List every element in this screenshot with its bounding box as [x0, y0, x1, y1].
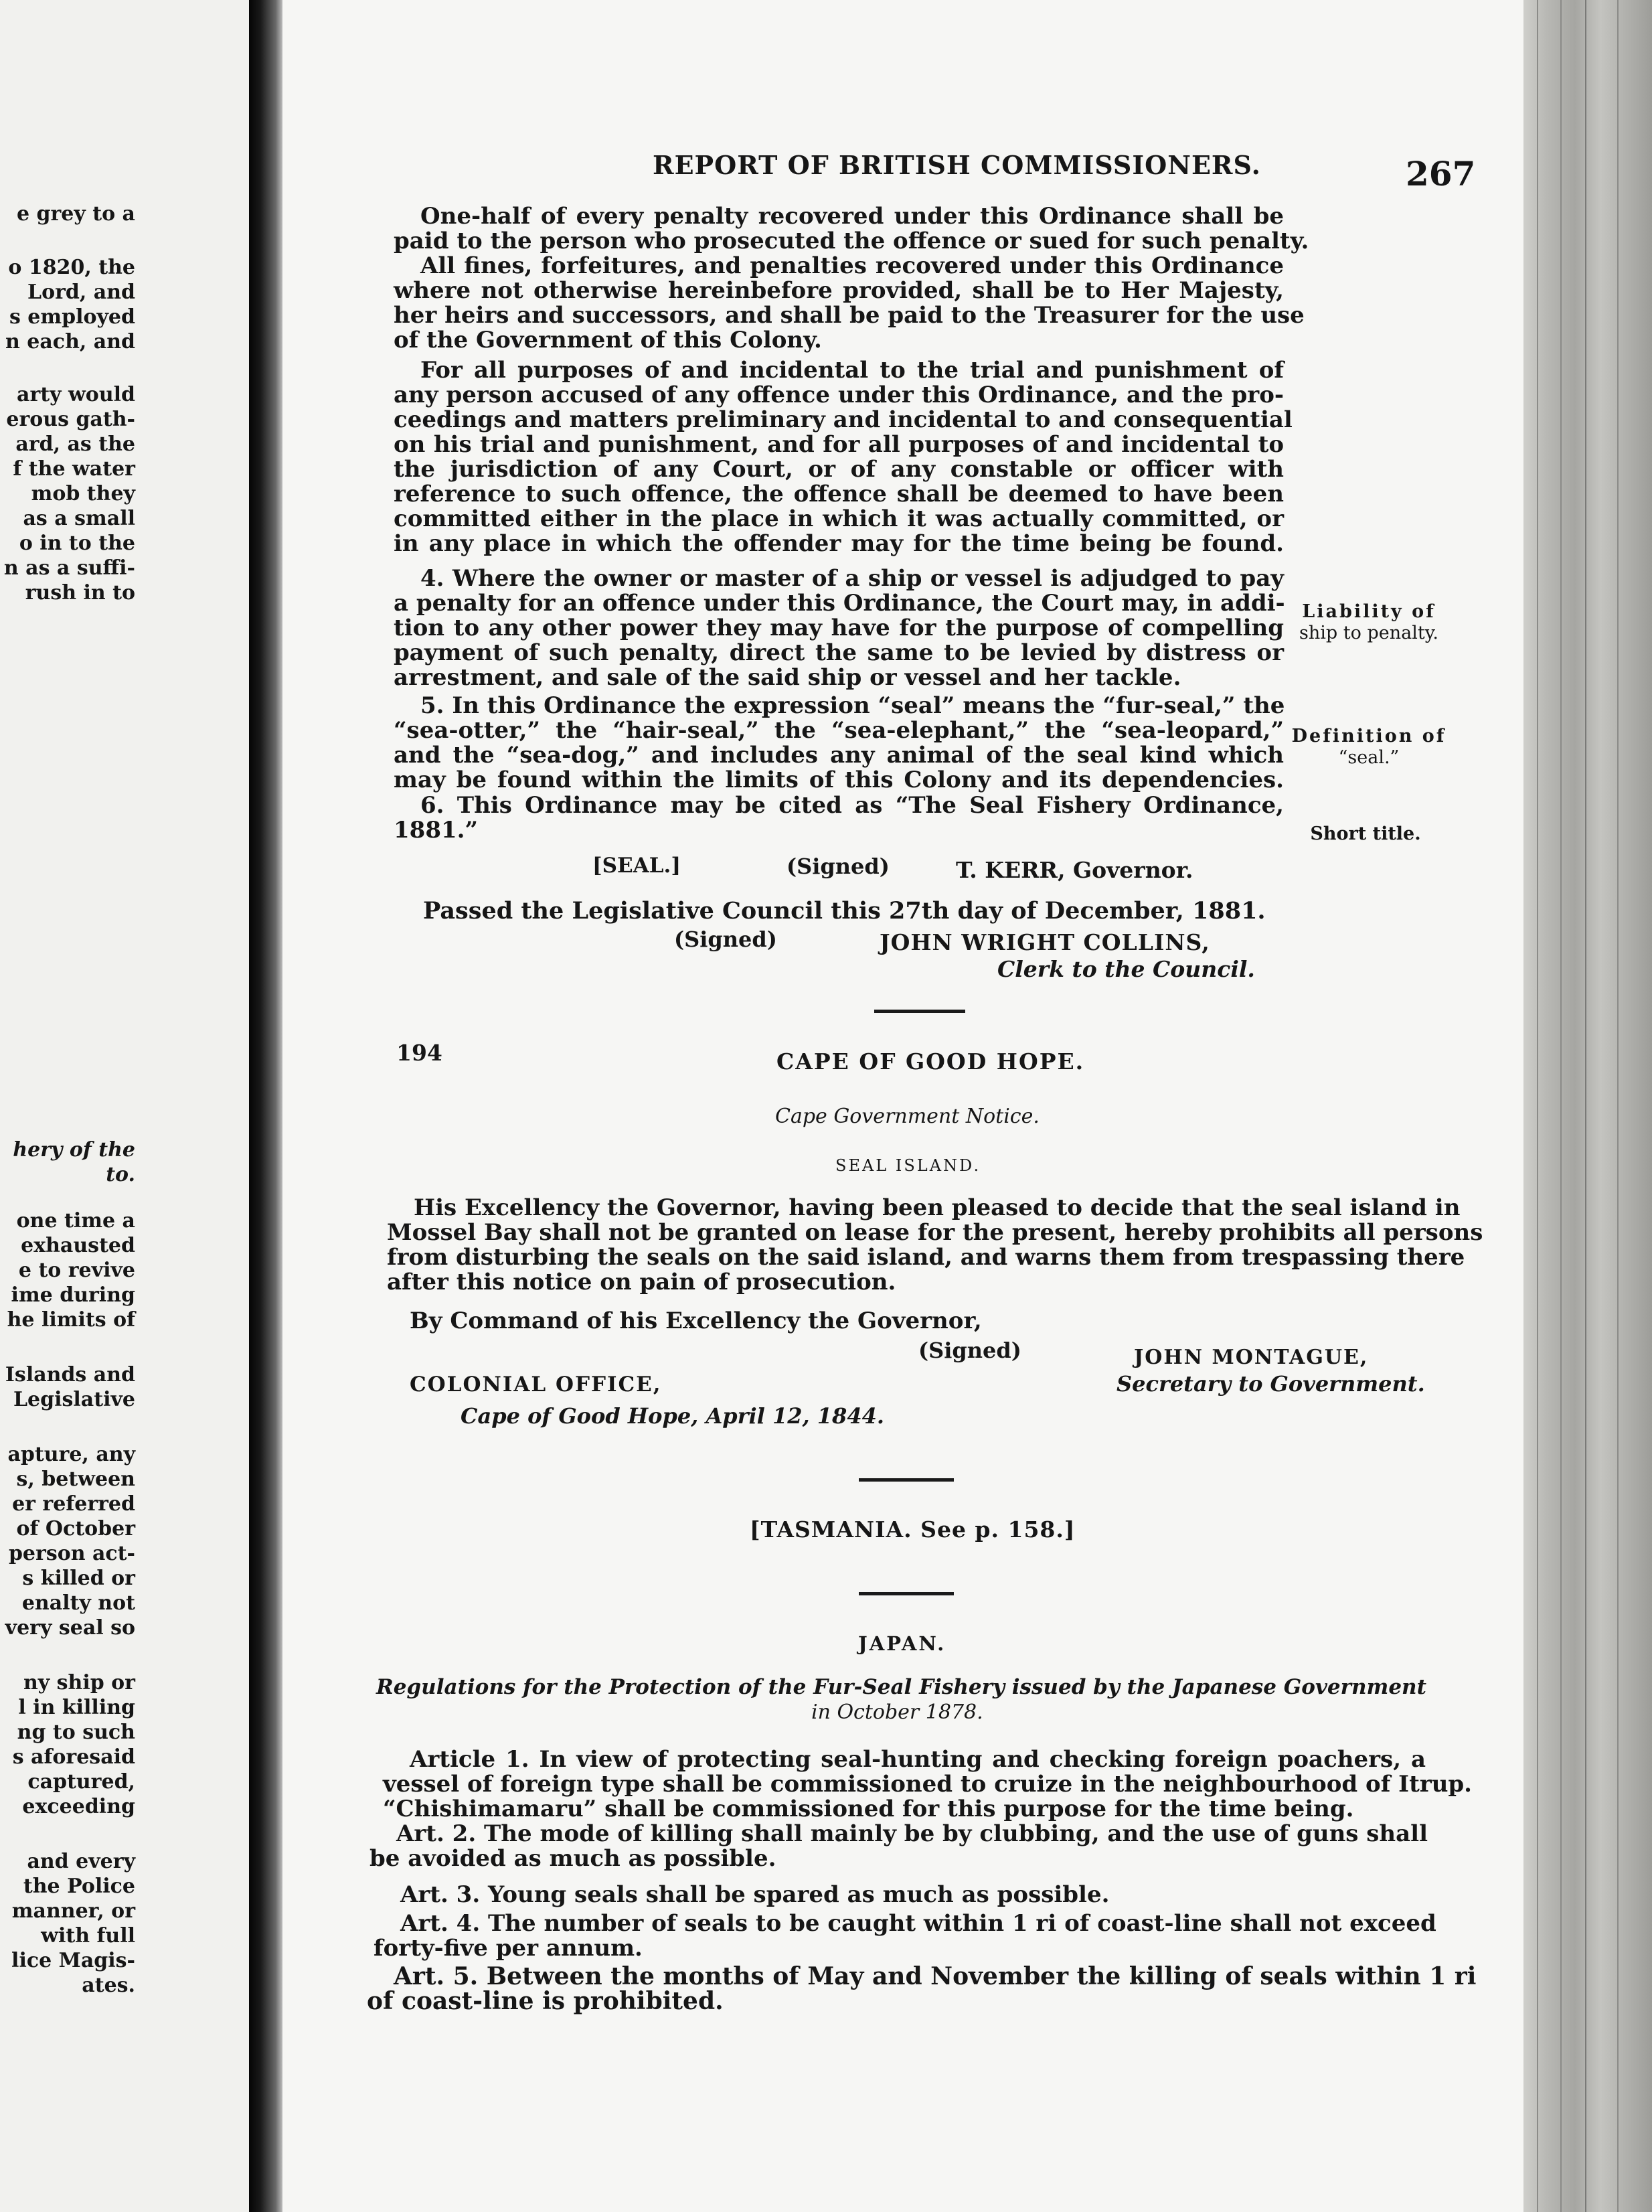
facing-page-line: arty would	[17, 383, 135, 406]
ordinance-para-2	[394, 252, 1305, 353]
facing-page-line: exceeding	[22, 1795, 135, 1818]
seal-mark: [SEAL.]	[592, 854, 681, 878]
facing-page-line: manner, or	[11, 1899, 135, 1923]
article-4	[374, 1910, 1436, 1962]
facing-page-line: enalty not	[21, 1591, 135, 1615]
section-rule	[874, 1010, 965, 1013]
facing-page-line: s employed	[9, 305, 135, 329]
section-heading: CAPE OF GOOD HOPE.	[776, 1048, 1085, 1075]
passed-line: Passed the Legislative Council this 27th day of December, 1881.	[423, 897, 1266, 925]
facing-page-line: to.	[106, 1163, 135, 1186]
colonial-office: COLONIAL OFFICE,	[410, 1372, 662, 1397]
clerk-name: JOHN WRIGHT COLLINS,	[880, 929, 1210, 955]
facing-page-line: as a small	[23, 507, 135, 530]
facing-page-line: Lord, and	[27, 281, 135, 304]
facing-page-line: l in killing	[18, 1696, 135, 1719]
facing-page-line: rush in to	[25, 581, 135, 605]
text-line: a penalty for an offence under this Ordinance, the Court may, in addi-	[394, 590, 1285, 617]
notice-body	[387, 1194, 1483, 1295]
facing-page-line: er referred	[12, 1492, 135, 1516]
facing-page-line: apture, any	[7, 1443, 135, 1466]
signed-label: (Signed)	[787, 854, 890, 879]
facing-page-line: captured,	[27, 1770, 135, 1794]
text-line: His Excellency the Governor, having been pleased to decide that the seal island in	[414, 1194, 1461, 1221]
article-2	[369, 1822, 1426, 1871]
facing-page-line: ard, as the	[15, 432, 135, 456]
signed-label: (Signed)	[918, 1338, 1021, 1363]
governor-signature: T. KERR, Governor.	[956, 857, 1193, 883]
text-line: any person accused of any offence under this Ordinance, and the pro-	[394, 382, 1284, 408]
facing-page-line: and every	[27, 1850, 135, 1873]
text-line: vessel of foreign type shall be commissioned to cruize in the neighbourhood of Itrup.	[383, 1771, 1473, 1798]
facing-page-line: one time a	[16, 1209, 135, 1233]
text-line: be avoided as much as possible.	[369, 1845, 776, 1872]
ordinance-para-1	[394, 203, 1309, 254]
facing-page-line: Islands and	[5, 1363, 135, 1387]
section-heading: JAPAN.	[858, 1632, 946, 1655]
facing-page-line: s, between	[16, 1468, 135, 1491]
facing-page-line: f the water	[13, 457, 135, 481]
article-3: Art. 3. Young seals shall be spared as much as possible.	[400, 1881, 1110, 1908]
facing-page-line: e grey to a	[16, 202, 135, 226]
article-1	[383, 1746, 1473, 1822]
regulations-date: in October 1878.	[811, 1701, 983, 1724]
text-line: committed either in the place in which it was actually committed, or	[394, 505, 1284, 532]
section-rule	[859, 1592, 954, 1595]
text-line: and the “sea-dog,” and includes any animal of the seal kind which	[394, 742, 1284, 769]
ordinance-section-4	[394, 566, 1284, 690]
text-line: tion to any other power they may have for the purpose of compelling	[394, 615, 1284, 641]
sidenote-definition: Definition of “seal.”	[1291, 726, 1447, 768]
secretary-title: Secretary to Government.	[1117, 1371, 1425, 1397]
facing-page-line: e to revive	[18, 1259, 135, 1282]
facing-page-line: person act-	[8, 1542, 135, 1565]
text-line: 5. In this Ordinance the expression “seal” means the “fur-seal,” the	[420, 692, 1285, 719]
facing-page-line: very seal so	[5, 1616, 135, 1640]
text-line: For all purposes of and incidental to the trial and punishment of	[420, 357, 1284, 384]
facing-page-line: ime during	[11, 1283, 135, 1307]
text-line: from disturbing the seals on the said island, and warns them from trespassing there	[387, 1244, 1465, 1271]
text-line: arrestment, and sale of the said ship or vessel and her tackle.	[394, 664, 1181, 691]
facing-page-line: ates.	[82, 1974, 135, 1997]
text-line: on his trial and punishment, and for all purposes of and incidental to	[394, 431, 1284, 458]
facing-page-line: o 1820, the	[8, 256, 135, 279]
section-subheading: Cape Government Notice.	[775, 1105, 1040, 1128]
facing-page-line: with full	[41, 1924, 135, 1948]
text-line: of coast-line is prohibited.	[367, 1987, 724, 2015]
ordinance-section-5	[394, 694, 1284, 793]
facing-page-line: s aforesaid	[12, 1745, 135, 1769]
page-number: 267	[1406, 154, 1476, 193]
text-line: her heirs and successors, and shall be paid to the Treasurer for the use	[394, 302, 1305, 329]
book-gutter	[249, 0, 282, 2212]
facing-page-line: he limits of	[7, 1308, 135, 1332]
text-line: where not otherwise hereinbefore provided, shall be to Her Majesty,	[394, 277, 1284, 304]
text-line: Art. 5. Between the months of May and November the killing of seals within 1 ri	[394, 1962, 1477, 1990]
text-line: One-half of every penalty recovered under this Ordinance shall be	[420, 203, 1284, 230]
ordinance-para-3	[394, 357, 1293, 557]
text-line: paid to the person who prosecuted the offence or sued for such penalty.	[394, 228, 1309, 254]
tasmania-reference: [TASMANIA. See p. 158.]	[750, 1516, 1076, 1543]
by-command-line: By Command of his Excellency the Governor,	[410, 1308, 982, 1334]
facing-page-line: of October	[16, 1517, 135, 1540]
text-line: payment of such penalty, direct the same to be levied by distress or	[394, 639, 1284, 666]
secretary-name: JOHN MONTAGUE,	[1134, 1346, 1369, 1369]
text-line: “Chishimamaru” shall be commissioned for this purpose for the time being.	[383, 1796, 1354, 1822]
facing-page-line: n each, and	[5, 330, 135, 353]
sidenote-liability: Liability of ship to penalty.	[1299, 601, 1438, 643]
facing-page	[0, 0, 249, 2212]
text-line: Mossel Bay shall not be granted on lease for the present, hereby prohibits all persons	[387, 1219, 1483, 1246]
text-line: Art. 2. The mode of killing shall mainly be by clubbing, and the use of guns shall	[396, 1820, 1428, 1847]
facing-page-line: ng to such	[17, 1721, 135, 1744]
facing-page-line: the Police	[23, 1875, 135, 1898]
text-line: of the Government of this Colony.	[394, 327, 822, 353]
text-line: reference to such offence, the offence shall be deemed to have been	[394, 481, 1284, 507]
facing-page-line: s killed or	[22, 1567, 135, 1590]
facing-page-line: Legislative	[13, 1388, 135, 1411]
text-line: Art. 4. The number of seals to be caught within 1 ri of coast-line shall not exceed	[400, 1910, 1436, 1937]
facing-page-line: n as a suffi-	[3, 556, 135, 580]
facing-page-line: hery of the	[13, 1138, 135, 1162]
signed-label: (Signed)	[674, 927, 777, 952]
ordinance-section-6	[394, 793, 1284, 843]
text-line: ceedings and matters preliminary and incidental to and consequential	[394, 406, 1293, 433]
facing-page-line: erous gath-	[6, 408, 135, 431]
section-rule	[859, 1478, 954, 1482]
clerk-title: Clerk to the Council.	[997, 956, 1255, 982]
facing-page-line: mob they	[31, 482, 135, 505]
notice-title: SEAL ISLAND.	[835, 1156, 981, 1175]
text-line: after this notice on pain of prosecution.	[387, 1269, 896, 1295]
facing-page-line: o in to the	[19, 532, 135, 555]
text-line: 1881.”	[394, 817, 479, 844]
section-number: 194	[396, 1040, 442, 1066]
facing-page-line: lice Magis-	[11, 1949, 135, 1972]
article-5	[367, 1962, 1477, 2015]
place-date: Cape of Good Hope, April 12, 1844.	[461, 1403, 884, 1429]
text-line: 6. This Ordinance may be cited as “The Seal Fishery Ordinance,	[420, 792, 1284, 819]
running-head: REPORT OF BRITISH COMMISSIONERS.	[653, 150, 1261, 180]
text-line: the jurisdiction of any Court, or of any constable or officer with	[394, 456, 1284, 483]
text-line: 4. Where the owner or master of a ship or vessel is adjudged to pay	[420, 565, 1284, 592]
text-line: forty-five per annum.	[374, 1935, 643, 1962]
regulations-title: Regulations for the Protection of the Fur-Seal Fishery issued by the Japanese Government	[376, 1675, 1426, 1699]
page-edge	[1523, 0, 1652, 2212]
text-line: All fines, forfeitures, and penalties recovered under this Ordinance	[420, 252, 1284, 279]
text-line: “sea-otter,” the “hair-seal,” the “sea-elephant,” the “sea-leopard,”	[394, 717, 1284, 744]
sidenote-short-title: Short title.	[1310, 823, 1421, 844]
text-line: in any place in which the offender may for the time being be found.	[394, 530, 1284, 557]
text-line: Article 1. In view of protecting seal-hunting and checking foreign poachers, a	[410, 1746, 1426, 1773]
text-line: may be found within the limits of this Colony and its dependencies.	[394, 767, 1284, 793]
facing-page-line: exhausted	[21, 1234, 135, 1257]
facing-page-line: ny ship or	[23, 1671, 135, 1694]
